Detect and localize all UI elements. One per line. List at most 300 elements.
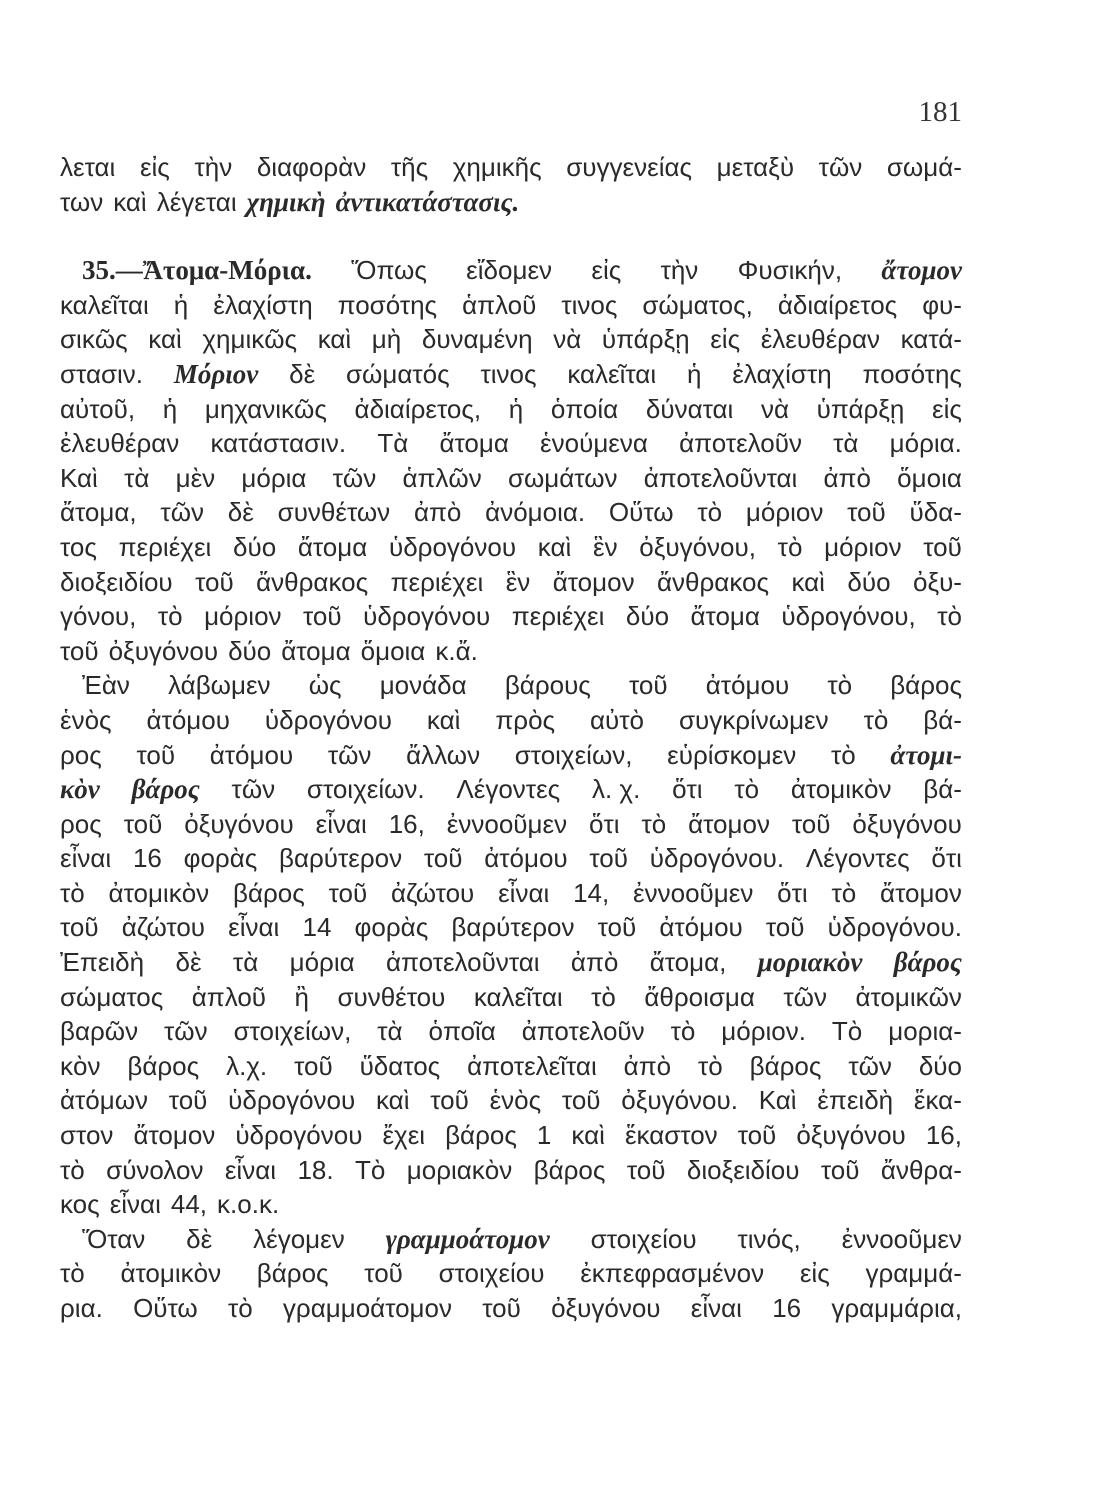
word: σύνολον	[106, 1154, 204, 1185]
word: χημικῶς	[202, 324, 298, 355]
word: ἡ	[686, 358, 702, 389]
word: δύναται	[645, 393, 734, 424]
word: εἰς	[139, 152, 170, 182]
word: Λέγοντες	[456, 774, 561, 805]
word: δὲ	[186, 1223, 213, 1254]
word: τοῦ	[123, 808, 163, 839]
word: μὲν	[175, 462, 216, 493]
word: 16	[132, 843, 162, 874]
word: ἁπλοῦ	[462, 289, 537, 320]
word: ἀτομικὸν	[108, 877, 210, 908]
word: ὀξυγόνου	[796, 1120, 906, 1151]
word: τοῦ	[168, 1085, 208, 1116]
word: ὅτι	[589, 808, 620, 839]
word: γραμμοάτομον	[282, 1293, 452, 1323]
word: ἑνὸς	[60, 704, 112, 735]
word: ὁποία	[550, 393, 619, 424]
word: δὲ	[227, 497, 254, 528]
word: ἐννοοῦμεν	[446, 808, 568, 839]
word: 1	[536, 1120, 552, 1151]
text-line	[60, 495, 962, 530]
word: μὴ	[371, 324, 402, 355]
emphasized-term: βάρος	[131, 774, 200, 805]
word: κ.ἄ.	[435, 635, 478, 666]
text-line	[60, 945, 962, 980]
word: ὑδρογόνου	[228, 1085, 356, 1116]
word: τοῦ	[423, 843, 463, 874]
word: Ὅπως	[351, 255, 427, 286]
word: δύο	[233, 531, 277, 562]
word: εἰς	[932, 393, 962, 424]
word: ἁπλοῦ	[191, 981, 267, 1012]
text-line	[60, 426, 962, 461]
word: διοξειδίου	[60, 566, 173, 597]
word: τοῦ	[629, 670, 668, 701]
word: τὸ	[641, 808, 667, 839]
word: τὸ	[937, 601, 962, 632]
text-line	[60, 634, 962, 669]
word: ὕδατος	[359, 1050, 441, 1081]
word: τὸ	[734, 774, 760, 805]
word: ἄνθρακος	[657, 566, 770, 597]
word: εἴδομεν	[466, 255, 553, 286]
word: ἀδιαίρετος	[777, 289, 898, 320]
word: εἶναι	[224, 1154, 277, 1185]
word: ὀξυγόνου.	[621, 1085, 738, 1116]
word: ἢ	[294, 981, 309, 1012]
word: σώματος,	[642, 289, 753, 320]
word: τινος	[561, 289, 618, 320]
emphasized-term: βάρος	[893, 947, 962, 978]
word: ποσότης	[337, 289, 438, 320]
word: ἄλλων	[406, 739, 481, 770]
text-line	[60, 565, 962, 600]
word: ἐλευθέραν	[760, 324, 880, 355]
word: λεται	[60, 152, 116, 182]
word: μορια-	[888, 1016, 962, 1047]
word: τὰ	[833, 428, 859, 459]
word: ὅτι	[777, 877, 808, 908]
word: μόριον	[204, 601, 282, 632]
word: ὅμοια	[360, 635, 426, 666]
word: ρος	[60, 739, 102, 770]
text-line	[60, 1118, 962, 1153]
word: ὑδρογόνου.	[649, 843, 785, 874]
word: καὶ	[375, 1085, 410, 1116]
word: τῶν	[818, 152, 863, 182]
word: τὸ	[697, 497, 723, 528]
word: αὐτὸ	[590, 704, 644, 735]
word: συνθέτου	[337, 981, 446, 1012]
word: διαφορὰν	[256, 152, 367, 182]
word: ἀποτελοῦν	[679, 428, 802, 459]
word: τὸ	[60, 1154, 85, 1185]
word: δύο	[625, 601, 670, 632]
word: ἀποτελεῖται	[467, 1050, 597, 1081]
body-text	[60, 150, 962, 1326]
word: ἄτομα	[281, 635, 351, 666]
word: στοιχείων.	[306, 774, 425, 805]
word: ἀτόμου	[209, 739, 294, 770]
word: ὑπάρξῃ	[601, 324, 690, 355]
word: ρια.	[60, 1293, 103, 1323]
text-line	[60, 668, 962, 703]
paragraph-gap	[60, 219, 962, 253]
word: τινός,	[737, 1223, 801, 1254]
word: σώματός	[346, 358, 450, 389]
word: σωμά-	[886, 152, 962, 182]
word: λ. χ.	[591, 774, 641, 805]
word: τοῦ	[195, 566, 234, 597]
word: ὑδρογόνου	[363, 601, 491, 632]
word: βάρος	[533, 1154, 606, 1185]
word: συγκρίνωμεν	[678, 704, 829, 735]
word: ἀπὸ	[570, 947, 619, 978]
word: ὀξυγόνου,	[639, 531, 756, 562]
word: περιέχει	[390, 566, 484, 597]
word: τινος	[480, 358, 537, 389]
word: ἀδιαίρετος,	[354, 393, 482, 424]
word: Ἐπειδὴ	[60, 947, 145, 978]
word: ἔχει	[382, 1120, 426, 1151]
word: καὶ	[317, 324, 352, 355]
word: ἀτόμου	[705, 670, 790, 701]
word: καλεῖται	[60, 289, 149, 320]
word: φυ-	[922, 289, 962, 320]
word: κὸν	[60, 1050, 101, 1081]
text-line	[60, 150, 962, 185]
word: ὅτι	[931, 843, 962, 874]
word: τῶν	[231, 774, 276, 805]
word: ὀξυγόνου	[852, 808, 962, 839]
word: δυναμένη	[421, 324, 533, 355]
text-line	[60, 1222, 962, 1257]
word: ἀτόμου	[146, 704, 230, 735]
word: γραμμάρια,	[831, 1293, 962, 1323]
word: τοῦ	[364, 1258, 403, 1289]
word: εἶναι	[60, 843, 112, 874]
text-line	[60, 980, 962, 1015]
word: εἶναι	[690, 1293, 742, 1323]
word: ἐννοοῦμεν	[633, 877, 754, 908]
text-line	[60, 322, 962, 357]
word: τοῦ	[303, 601, 342, 632]
word: τῆς	[390, 152, 429, 182]
word: ἀζώτου	[121, 912, 206, 943]
word: στοιχείων,	[514, 739, 633, 770]
word: νὰ	[553, 324, 582, 355]
word: στοιχείων,	[233, 1016, 352, 1047]
word: τοῦ	[60, 912, 99, 943]
word: στασιν.	[60, 358, 144, 389]
word: ὑδρογόνου	[388, 531, 517, 562]
word: ἑνούμενα	[540, 428, 648, 459]
word: γραμμά-	[865, 1258, 962, 1289]
word: τὸ	[591, 981, 616, 1012]
word: τοῦ	[847, 497, 886, 528]
word: μοριακὸν	[406, 1154, 513, 1185]
word: ἄτομα	[690, 601, 760, 632]
page-number: 181	[918, 96, 962, 128]
text-line	[60, 738, 962, 773]
word: κατά-	[900, 324, 962, 355]
word: ἀτόμων	[60, 1085, 149, 1116]
word: ἀτομικὸν	[120, 1258, 222, 1289]
word: ὁποῖα	[428, 1016, 496, 1047]
word: τῶν	[783, 981, 827, 1012]
emphasized-term: ἄτομον	[881, 255, 962, 286]
text-line	[60, 807, 962, 842]
word: μόριον.	[721, 1016, 806, 1047]
word: τοῦ	[561, 1085, 601, 1116]
word: βά-	[923, 774, 962, 805]
word: εἰς	[710, 324, 741, 355]
word: ἄτομον	[688, 808, 770, 839]
word: βαρῶν	[60, 1016, 139, 1047]
word: Τὸ	[355, 1154, 386, 1185]
word: ἀτόμου	[484, 843, 568, 874]
text-line	[60, 910, 962, 945]
word: ἓν	[505, 566, 531, 597]
word: μηχανικῶς	[204, 393, 327, 424]
word: εἶναι	[315, 808, 367, 839]
word: ἡ	[508, 393, 524, 424]
word: σώματος	[60, 981, 164, 1012]
word: Καὶ	[758, 1085, 797, 1116]
word: στοιχείου	[438, 1258, 545, 1289]
emphasized-term: γραμμοάτομον	[385, 1223, 550, 1254]
word: διοξειδίου	[686, 1154, 800, 1185]
word: ἀζώτου	[390, 877, 475, 908]
word: εἶναι	[228, 912, 280, 943]
word: τῶν	[327, 739, 372, 770]
word: τὸ	[157, 601, 183, 632]
word: ὑδρογόνου	[264, 704, 392, 735]
word: τῶν	[848, 1050, 892, 1081]
word: τὸ	[777, 531, 803, 562]
word: βά-	[923, 704, 962, 735]
text-line	[60, 1083, 962, 1118]
word: μόρια.	[889, 428, 962, 459]
word: των	[60, 186, 104, 217]
word: ποσότης	[862, 358, 962, 389]
word: ἡ	[162, 393, 178, 424]
word: δὲ	[289, 358, 316, 389]
word: φορὰς	[354, 912, 429, 943]
word: βάρος	[445, 1120, 517, 1151]
text-line	[60, 185, 962, 220]
word: 14,	[573, 877, 610, 908]
word: κος	[60, 1189, 100, 1220]
word: εἰς	[591, 255, 622, 286]
word: τὸ	[227, 1293, 253, 1323]
word: καὶ	[571, 1120, 605, 1151]
word: φορὰς	[183, 843, 258, 874]
word: ἀτομικὸν	[790, 774, 892, 805]
text-line	[60, 357, 962, 392]
word: βάρος	[890, 670, 962, 701]
word: ἄτομα	[439, 428, 509, 459]
word: τὸ	[827, 670, 853, 701]
word: ἄτομα,	[649, 947, 727, 978]
word: σικῶς	[60, 324, 128, 355]
text-line	[60, 841, 962, 876]
word: λάβωμεν	[168, 670, 271, 701]
word: ἄθροισμα	[644, 981, 755, 1012]
word: ὀξυ-	[912, 566, 962, 597]
word: ὡς	[308, 670, 342, 701]
word: μόρια	[289, 947, 355, 978]
emphasized-term: Μόριον	[173, 358, 259, 389]
word: ἐννοοῦμεν	[841, 1223, 962, 1254]
word: καλεῖται	[567, 358, 657, 389]
word: ἀτομικῶν	[855, 981, 962, 1012]
word: ὀξυγόνου	[184, 808, 294, 839]
word: τὴν	[194, 152, 233, 182]
word: ἐπειδὴ	[817, 1085, 894, 1116]
word: Ὅταν	[82, 1223, 146, 1254]
text-line	[60, 253, 962, 288]
word: γόνου,	[60, 601, 137, 632]
word: βάρος	[749, 1050, 822, 1081]
word: βάρος	[127, 1050, 200, 1081]
word: εὑρίσκομεν	[667, 739, 797, 770]
word: ὅτι	[672, 774, 703, 805]
word: βαρύτερον	[451, 912, 575, 943]
text-line	[60, 772, 962, 807]
text-line	[60, 1187, 962, 1222]
word: στον	[60, 1120, 114, 1151]
word: ὑδρογόνου.	[827, 912, 962, 943]
text-line	[60, 703, 962, 738]
word: ἄτομα	[297, 531, 368, 562]
word: ὅμοια	[897, 462, 962, 493]
word: ἀτόμου	[659, 912, 743, 943]
word: μεταξὺ	[716, 152, 795, 182]
emphasized-term: χημικὴ	[246, 186, 326, 217]
word: ἀπὸ	[823, 462, 871, 493]
word: ἀποτελοῦν	[521, 1016, 645, 1047]
word: ὑδρογόνου	[235, 1120, 363, 1151]
word: ὕδα-	[909, 497, 962, 528]
emphasized-term: ἀντικατάστασις.	[335, 186, 520, 217]
text-line	[60, 392, 962, 427]
word: βάρος	[256, 1258, 329, 1289]
word: βάρος	[232, 877, 305, 908]
word: ἁπλῶν	[402, 462, 482, 493]
word: ἀπὸ	[413, 497, 462, 528]
word: καὶ	[113, 186, 147, 217]
word: τος	[60, 531, 97, 562]
word: ἐκπεφρασμένον	[580, 1258, 765, 1289]
word: Ἐὰν	[82, 670, 130, 701]
word: Οὕτω	[608, 497, 674, 528]
word: τοῦ	[294, 1050, 333, 1081]
text-line	[60, 1256, 962, 1291]
word: ὀξυγόνου	[108, 635, 219, 666]
word: 16	[772, 1293, 802, 1323]
word: τὰ	[124, 462, 150, 493]
word: νὰ	[760, 393, 789, 424]
word: στοιχείου	[590, 1223, 697, 1254]
word: κ.ο.κ.	[217, 1189, 280, 1220]
word: τοῦ	[791, 808, 831, 839]
word: τὸ	[60, 1258, 85, 1289]
word: τοῦ	[136, 739, 176, 770]
word: ἐλαχίστη	[213, 289, 313, 320]
emphasized-term: κὸν	[60, 774, 100, 805]
word: βάρους	[504, 670, 591, 701]
word: ἓν	[592, 531, 618, 562]
text-line	[60, 599, 962, 634]
word: 16,	[388, 808, 425, 839]
word: καὶ	[426, 704, 461, 735]
word: λέγεται	[156, 186, 237, 217]
word: ἄνθρα-	[880, 1154, 962, 1185]
word: τοῦ	[597, 912, 637, 943]
word: εἶναι	[498, 877, 550, 908]
text-line	[60, 288, 962, 323]
text-line	[60, 1014, 962, 1049]
word: ὀξυγόνου	[551, 1293, 661, 1323]
word: ἐλευθέραν	[60, 428, 180, 459]
word: αὐτοῦ,	[60, 393, 136, 424]
text-line	[60, 876, 962, 911]
word: εἶναι	[109, 1189, 161, 1220]
word: μόριον	[745, 497, 824, 528]
word: συγγενείας	[566, 152, 693, 182]
word: τὸ	[831, 877, 857, 908]
word: πρὸς	[495, 704, 556, 735]
word: Φυσικήν,	[737, 255, 843, 286]
word: σωμάτων	[507, 462, 618, 493]
word: Καὶ	[60, 462, 98, 493]
word: τοῦ	[589, 843, 628, 874]
word: καὶ	[148, 324, 182, 355]
word: καλεῖται	[473, 981, 563, 1012]
word: τοῦ	[482, 1293, 521, 1323]
word: τοῦ	[328, 877, 368, 908]
word: χημικῆς	[452, 152, 542, 182]
word: Λέγοντες	[805, 843, 910, 874]
word: τὸ	[698, 1050, 723, 1081]
text-line	[60, 530, 962, 565]
word: ὑπάρξῃ	[816, 393, 905, 424]
word: ἕκα-	[913, 1085, 962, 1116]
word: 16,	[925, 1120, 962, 1151]
word: 18.	[297, 1154, 334, 1185]
word: ἕκαστον	[624, 1120, 718, 1151]
word: ἐλαχίστη	[732, 358, 832, 389]
word: τὰ	[377, 1016, 403, 1047]
word: τοῦ	[820, 1154, 860, 1185]
word: τὰ	[232, 947, 259, 978]
emphasized-term: ἀτομι-	[890, 739, 962, 770]
word: ἄνθρακος	[256, 566, 369, 597]
word: ἄτομα,	[60, 497, 137, 528]
word: τὴν	[660, 255, 699, 286]
word: μόρια	[241, 462, 307, 493]
word: λ.χ.	[226, 1050, 268, 1081]
word: λέγομεν	[253, 1223, 345, 1254]
word: περιέχει	[511, 601, 605, 632]
word: τὸ	[670, 1016, 696, 1047]
word: 44,	[170, 1189, 208, 1220]
text-line	[60, 1291, 962, 1326]
word: τοῦ	[923, 531, 962, 562]
word: ἑνὸς	[489, 1085, 542, 1116]
word: τῶν	[332, 462, 377, 493]
